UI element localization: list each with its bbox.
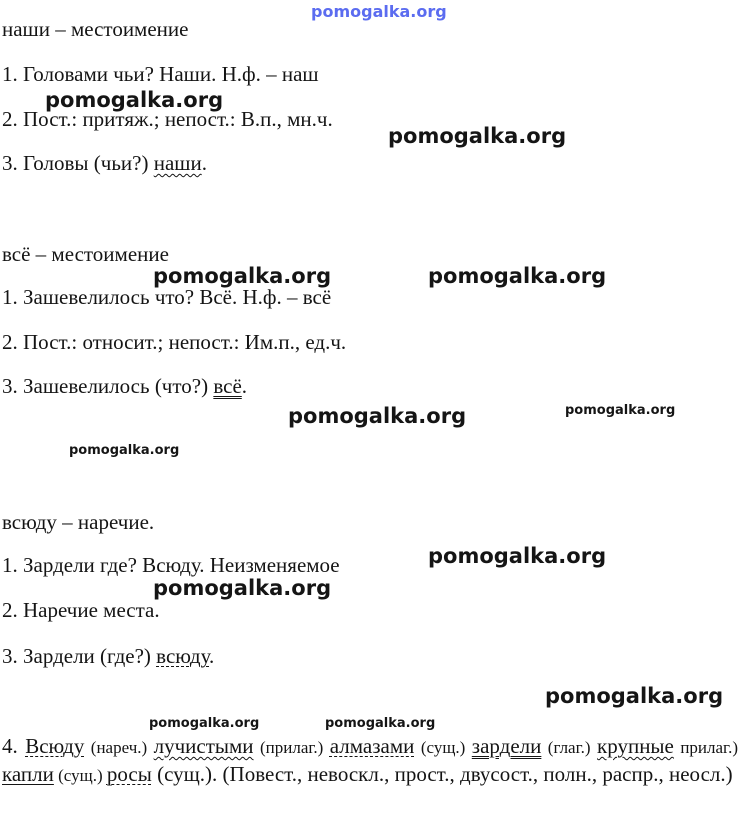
section4-num: 4. [2, 734, 26, 758]
section1-line3-word: наши [153, 151, 202, 175]
section2-line3 [2, 374, 247, 398]
word-luchistymi: лучистыми [153, 734, 254, 758]
watermark-5: pomogalka.org [288, 404, 467, 428]
word-zardeli: зардели [471, 734, 542, 758]
watermark-12: pomogalka.org [325, 716, 436, 731]
watermark-10: pomogalka.org [545, 684, 724, 708]
watermark-8: pomogalka.org [428, 544, 607, 568]
watermark-11: pomogalka.org [149, 716, 260, 731]
watermark-3: pomogalka.org [153, 264, 332, 288]
section3-line3 [2, 644, 214, 668]
pos-6: (сущ.) [53, 766, 107, 785]
word-kapli: капли [2, 762, 54, 786]
section3-line1: 1. Зардели где? Всюду. Неизменяемое [2, 553, 340, 577]
pos-3: (сущ.) [414, 738, 472, 757]
pos-2: (прилаг.) [253, 738, 330, 757]
watermark-1: pomogalka.org [45, 88, 224, 112]
section1-line3-prefix: 3. Головы (чьи?) [2, 151, 154, 175]
section3-line3-word: всюду [156, 644, 209, 668]
section2-line2: 2. Пост.: относит.; непост.: Им.п., ед.ч. [2, 330, 347, 354]
pos-4: (глаг.) [541, 738, 598, 757]
watermark-top: pomogalka.org [311, 2, 447, 21]
section3-line3-prefix: 3. Зардели (где?) [2, 644, 157, 668]
section2-line3-word: всё [213, 374, 242, 398]
watermark-9: pomogalka.org [153, 576, 332, 600]
section2-line3-suffix: . [241, 374, 248, 398]
section2-heading: всё – местоимение [2, 242, 169, 266]
section1-heading: наши – местоимение [2, 17, 189, 41]
word-vsyudu: Всюду [25, 734, 85, 758]
watermark-6: pomogalka.org [565, 403, 676, 418]
watermark-7: pomogalka.org [69, 443, 180, 458]
watermark-4: pomogalka.org [428, 264, 607, 288]
section1-line1: 1. Головами чьи? Наши. Н.ф. – наш [2, 62, 319, 86]
section3-heading: всюду – наречие. [2, 510, 155, 534]
section4-tail: (сущ.). (Повест., невоскл., прост., двусост., полн., распр., неосл.) [151, 762, 733, 786]
pos-1: (нареч.) [84, 738, 154, 757]
section1-line3 [2, 151, 207, 175]
section1-line2: 2. Пост.: притяж.; непост.: В.п., мн.ч. [2, 107, 333, 131]
pos-5: прилаг.) [673, 738, 739, 757]
section1-line3-suffix: . [201, 151, 207, 175]
section3-line2: 2. Наречие места. [2, 598, 160, 622]
word-krupnye: крупные [597, 734, 674, 758]
section2-line1: 1. Зашевелилось что? Всё. Н.ф. – всё [2, 285, 332, 309]
word-rosy: росы [106, 762, 152, 786]
section4-paragraph [2, 733, 738, 789]
watermark-2: pomogalka.org [388, 124, 567, 148]
word-almazami: алмазами [329, 734, 415, 758]
section3-line3-suffix: . [209, 644, 215, 668]
section2-line3-prefix: 3. Зашевелилось (что?) [2, 374, 214, 398]
